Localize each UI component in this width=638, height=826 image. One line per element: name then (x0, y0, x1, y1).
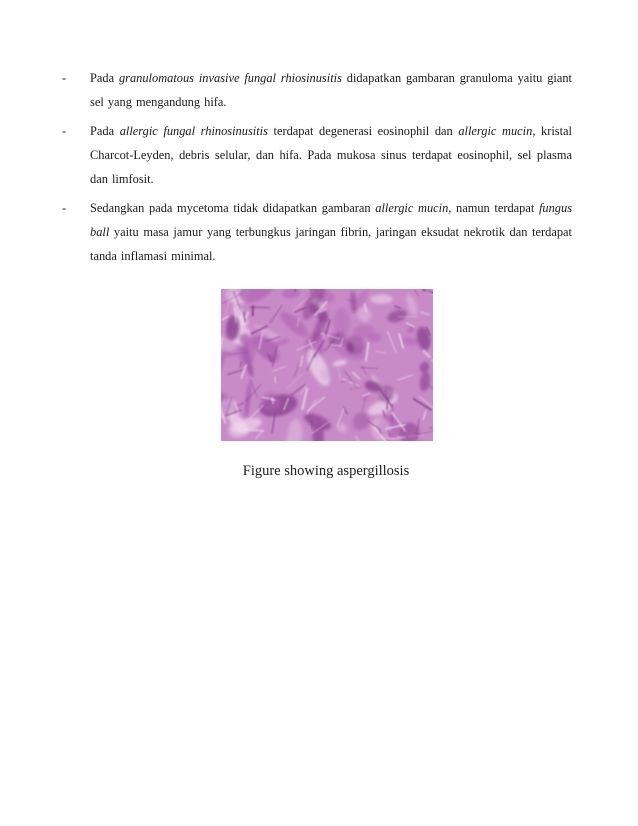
bullet-dash: - (62, 201, 67, 215)
bullet-dash: - (62, 124, 67, 138)
bullet-item-2 (62, 119, 572, 191)
bullet-list (62, 66, 572, 273)
bullet-text: Pada allergic fungal rhinosinusitis terdapat degenerasi eosinophil dan allergic mucin, kristal Charcot-Leyden, debris selular, dan hifa. Pada mukosa sinus terdapat eosinophil, sel plasma dan limfosit. (90, 124, 572, 186)
histology-image (221, 289, 433, 441)
bullet-item-1 (62, 66, 572, 114)
histology-micrograph (221, 289, 433, 441)
bullet-text: Pada granulomatous invasive fungal rhiosinusitis didapatkan gambaran granuloma yaitu giant sel yang mengandung hifa. (90, 71, 572, 109)
figure-caption: Figure showing aspergillosis (242, 463, 410, 479)
bullet-item-3 (62, 196, 572, 268)
bullet-dash: - (62, 71, 67, 85)
bullet-text: Sedangkan pada mycetoma tidak didapatkan gambaran allergic mucin, namun terdapat fungus ball yaitu masa jamur yang terbungkus jaringan fibrin, jaringan eksudat nekrotik dan terdapat tanda inflamasi minimal. (90, 201, 573, 263)
